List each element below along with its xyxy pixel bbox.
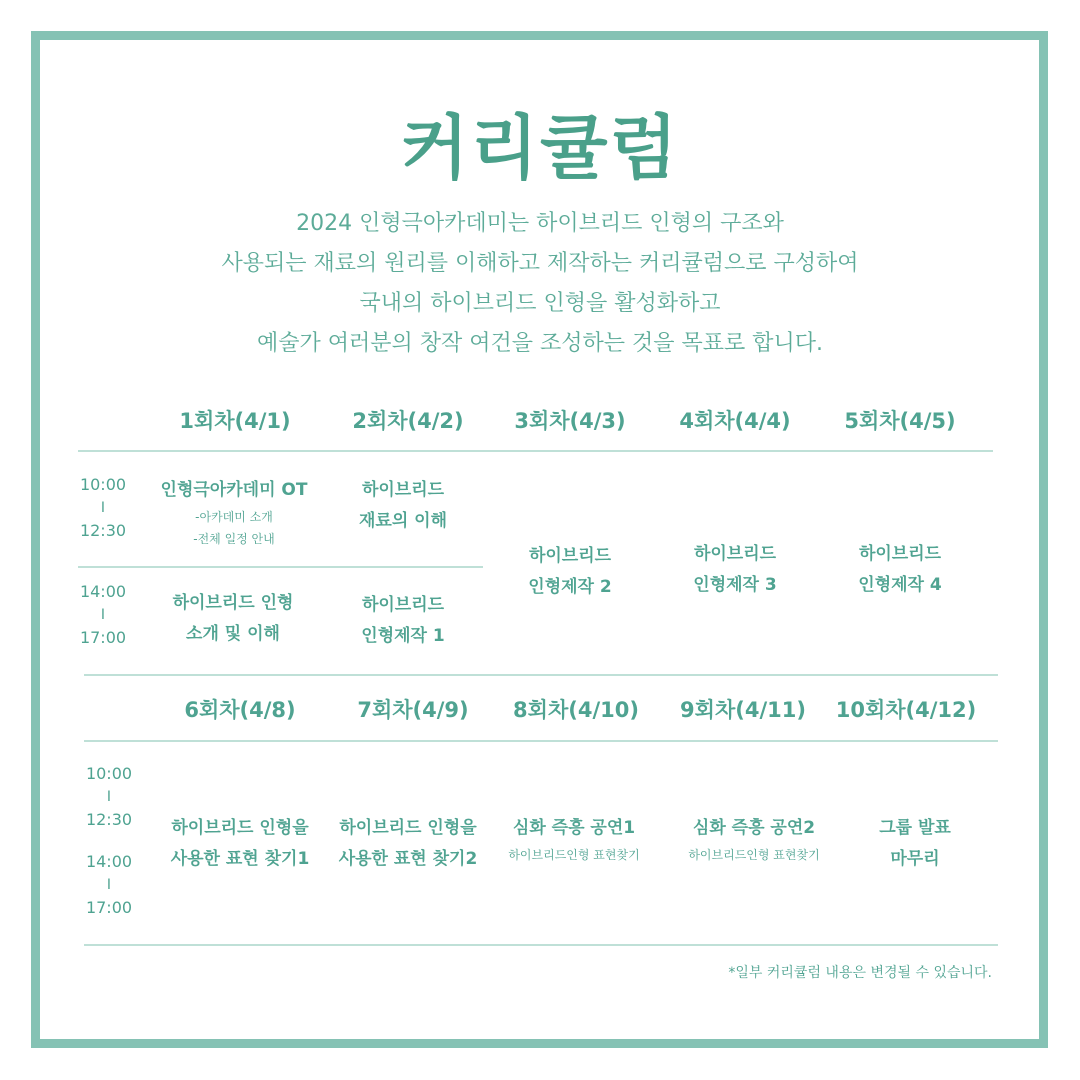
day-header: 7회차(4/9) — [357, 698, 469, 722]
time-start: 10:00 — [85, 764, 133, 783]
session-cell — [485, 541, 655, 603]
table-divider — [84, 674, 998, 676]
session-title: 하이브리드 — [361, 480, 445, 500]
time-start: 14:00 — [85, 852, 133, 871]
session-title: 하이브리드 — [528, 546, 612, 566]
time-separator: I — [100, 500, 106, 516]
time-end: 12:30 — [85, 810, 133, 829]
time-slot-morning — [73, 473, 133, 543]
session-title: 재료의 이해 — [358, 511, 448, 531]
time-start: 14:00 — [79, 582, 127, 601]
session-cell — [830, 813, 1000, 875]
time-end: 12:30 — [79, 521, 127, 540]
table-divider — [78, 450, 993, 452]
day-header: 3회차(4/3) — [514, 409, 626, 433]
session-title: 하이브리드 — [361, 595, 445, 615]
time-slot-afternoon — [79, 850, 139, 920]
session-detail: 하이브리드인형 표현찾기 — [508, 848, 640, 862]
session-cell — [489, 813, 659, 866]
footnote: *일부 커리큘럼 내용은 변경될 수 있습니다. — [728, 965, 992, 981]
intro-line: 국내의 하이브리드 인형을 활성화하고 — [359, 291, 721, 316]
table-divider — [84, 944, 998, 946]
day-header: 6회차(4/8) — [184, 698, 296, 722]
session-title: 인형제작 2 — [528, 577, 612, 597]
session-cell — [149, 475, 319, 550]
time-separator: I — [106, 789, 112, 805]
time-end: 17:00 — [85, 898, 133, 917]
session-title: 하이브리드 인형을 — [339, 818, 477, 838]
time-separator: I — [100, 607, 106, 623]
session-cell — [155, 813, 325, 875]
session-cell — [669, 813, 839, 866]
page-title: 커리큘럼 — [400, 107, 680, 189]
day-header: 2회차(4/2) — [352, 409, 464, 433]
time-slot-morning — [79, 762, 139, 832]
session-title: 그룹 발표 — [879, 818, 951, 838]
intro-line: 사용되는 재료의 원리를 이해하고 제작하는 커리큘럼으로 구성하여 — [221, 251, 859, 276]
session-title: 하이브리드 인형을 — [171, 818, 309, 838]
session-title: 인형제작 1 — [361, 626, 445, 646]
time-start: 10:00 — [79, 475, 127, 494]
day-header: 10회차(4/12) — [835, 698, 977, 722]
time-slot-afternoon — [73, 580, 133, 650]
day-header: 8회차(4/10) — [513, 698, 639, 722]
session-cell — [323, 813, 493, 875]
table-divider — [84, 740, 998, 742]
session-title: 인형제작 3 — [693, 575, 777, 595]
session-detail: -전체 일정 안내 — [193, 532, 275, 546]
intro-line: 2024 인형극아카데미는 하이브리드 인형의 구조와 — [296, 211, 784, 236]
session-cell — [650, 539, 820, 601]
session-title: 인형제작 4 — [858, 575, 942, 595]
day-header: 9회차(4/11) — [680, 698, 806, 722]
day-header: 5회차(4/5) — [844, 409, 956, 433]
session-title: 심화 즉흥 공연2 — [692, 818, 816, 838]
session-cell — [318, 475, 488, 537]
session-title: 사용한 표현 찾기1 — [170, 849, 310, 869]
session-cell — [148, 588, 318, 650]
intro-text — [0, 204, 1080, 364]
session-title: 사용한 표현 찾기2 — [338, 849, 478, 869]
session-title: 하이브리드 — [858, 544, 942, 564]
session-title: 소개 및 이해 — [186, 624, 280, 644]
intro-line: 예술가 여러분의 창작 여건을 조성하는 것을 목표로 합니다. — [257, 331, 823, 356]
day-header: 4회차(4/4) — [679, 409, 791, 433]
session-title: 마무리 — [890, 849, 940, 869]
session-title: 하이브리드 — [693, 544, 777, 564]
table-divider — [78, 566, 483, 568]
session-title: 심화 즉흥 공연1 — [512, 818, 636, 838]
time-separator: I — [106, 877, 112, 893]
day-header: 1회차(4/1) — [179, 409, 291, 433]
session-cell — [815, 539, 985, 601]
time-end: 17:00 — [79, 628, 127, 647]
session-title: 인형극아카데미 OT — [160, 480, 308, 500]
session-title: 하이브리드 인형 — [172, 593, 294, 613]
session-detail: 하이브리드인형 표현찾기 — [688, 848, 820, 862]
session-detail: -아카데미 소개 — [195, 510, 273, 524]
session-cell — [318, 590, 488, 652]
